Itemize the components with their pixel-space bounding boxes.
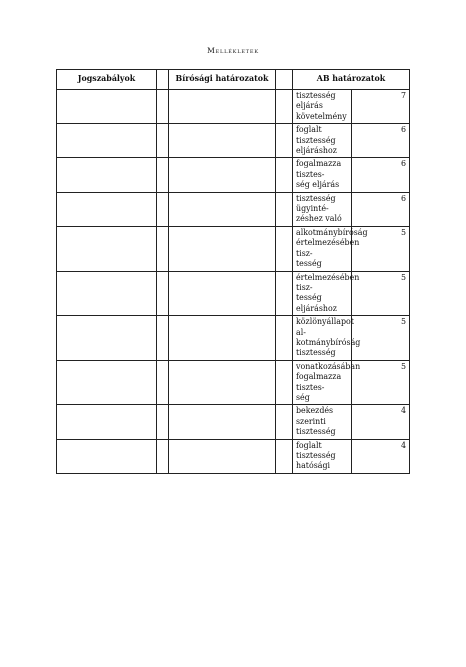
header-spacer [157, 70, 169, 90]
law-cell [57, 192, 157, 226]
term-cell: közlönyállapot al- kotmánybíróság tisztesség [293, 316, 352, 361]
court-cell [169, 124, 276, 158]
law-cell [57, 271, 157, 316]
spacer-cell [157, 226, 169, 271]
table-body [57, 90, 410, 474]
spacer-cell [276, 360, 293, 405]
law-cell [57, 158, 157, 192]
court-cell [169, 158, 276, 192]
term-cell: tisztesség ügyinté- zéshez való [293, 192, 352, 226]
spacer-cell [276, 192, 293, 226]
table-row [57, 124, 410, 158]
spacer-cell [276, 316, 293, 361]
court-cell [169, 405, 276, 439]
table-row [57, 360, 410, 405]
term-cell: foglalt tisztesség eljáráshoz [293, 124, 352, 158]
spacer-cell [157, 124, 169, 158]
spacer-cell [276, 90, 293, 124]
court-cell [169, 192, 276, 226]
table-row [57, 439, 410, 473]
count-cell: 4 [351, 405, 410, 439]
running-head: Mellékletek [207, 46, 259, 55]
header-spacer [276, 70, 293, 90]
law-cell [57, 360, 157, 405]
spacer-cell [276, 124, 293, 158]
term-cell: fogalmazza tisztes- ség eljárás [293, 158, 352, 192]
spacer-cell [157, 192, 169, 226]
table-header-row [57, 70, 410, 90]
count-cell: 7 [351, 90, 410, 124]
term-cell: alkotmánybíróság értelmezésében tisz- tesség [293, 226, 352, 271]
table-row [57, 192, 410, 226]
spacer-cell [157, 405, 169, 439]
terms-table [56, 69, 410, 474]
table-row [57, 226, 410, 271]
court-cell [169, 90, 276, 124]
term-cell: bekezdés szerinti tisztesség [293, 405, 352, 439]
table-row [57, 316, 410, 361]
spacer-cell [276, 405, 293, 439]
law-cell [57, 90, 157, 124]
spacer-cell [157, 90, 169, 124]
count-cell: 5 [351, 360, 410, 405]
spacer-cell [276, 439, 293, 473]
spacer-cell [276, 271, 293, 316]
spacer-cell [157, 439, 169, 473]
count-cell: 6 [351, 192, 410, 226]
law-cell [57, 316, 157, 361]
table-row [57, 271, 410, 316]
law-cell [57, 439, 157, 473]
spacer-cell [157, 316, 169, 361]
law-cell [57, 124, 157, 158]
spacer-cell [157, 360, 169, 405]
term-cell: tisztesség eljárás követelmény [293, 90, 352, 124]
count-cell: 6 [351, 124, 410, 158]
term-cell: foglalt tisztesség hatósági [293, 439, 352, 473]
table-row [57, 90, 410, 124]
count-cell: 5 [351, 316, 410, 361]
law-cell [57, 226, 157, 271]
count-cell: 6 [351, 158, 410, 192]
count-cell: 5 [351, 226, 410, 271]
header-birosagi-hatarozatok: Bírósági határozatok [169, 70, 276, 90]
spacer-cell [157, 271, 169, 316]
court-cell [169, 439, 276, 473]
header-jogszabalyok: Jogszabályok [57, 70, 157, 90]
term-cell: vonatkozásában fogalmazza tisztes- ség [293, 360, 352, 405]
spacer-cell [276, 158, 293, 192]
court-cell [169, 226, 276, 271]
court-cell [169, 271, 276, 316]
term-cell: értelmezésében tisz- tesség eljáráshoz [293, 271, 352, 316]
court-cell [169, 360, 276, 405]
spacer-cell [157, 158, 169, 192]
spacer-cell [276, 226, 293, 271]
court-cell [169, 316, 276, 361]
table-row [57, 158, 410, 192]
header-ab-hatarozatok: AB határozatok [293, 70, 410, 90]
count-cell: 5 [351, 271, 410, 316]
count-cell: 4 [351, 439, 410, 473]
law-cell [57, 405, 157, 439]
table-row [57, 405, 410, 439]
